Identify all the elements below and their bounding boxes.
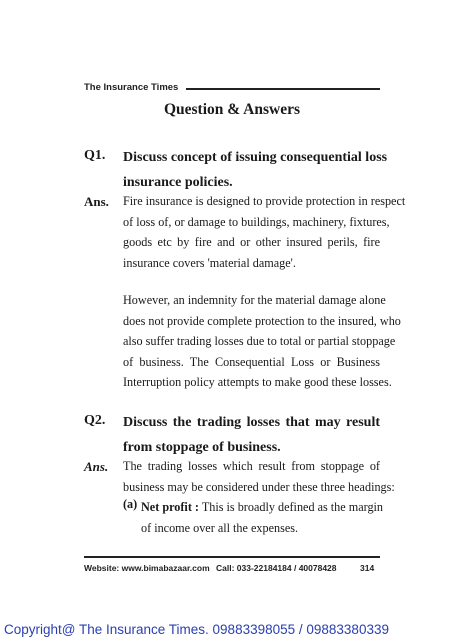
text-line: goods etc by fire and or other insured perils, fire — [123, 235, 380, 249]
footer-website: Website: www.bimabazaar.com — [84, 563, 210, 573]
q2-answer-label: Ans. — [84, 459, 109, 474]
text-line: does not provide complete protection to the insured, who — [123, 313, 401, 328]
text-line: of business. The Consequential Loss or Business — [123, 354, 380, 369]
list-item — [141, 497, 384, 538]
q1-question — [123, 145, 388, 195]
text-line: Fire insurance is designed to provide protection in respect — [123, 194, 406, 208]
page-number: 314 — [360, 563, 375, 573]
header-rule — [186, 88, 380, 90]
footer-rule — [84, 556, 380, 558]
list-item-line: of income over all the expenses. — [141, 520, 299, 535]
q1-question-line: insurance policies. — [123, 175, 233, 190]
list-item-marker: (a) — [123, 497, 138, 511]
text-line: also suffer trading losses due to total or partial stoppage — [123, 334, 396, 348]
q1-answer-paragraph-2 — [123, 290, 401, 393]
text-line: insurance covers 'material damage'. — [123, 255, 296, 270]
copyright-notice: Copyright@ The Insurance Times. 09883398055 / 09883380339 — [4, 622, 389, 637]
q1-answer-label: Ans. — [84, 194, 109, 209]
q1-answer-paragraph-1 — [123, 191, 406, 273]
q2-question-line: from stoppage of business. — [123, 440, 281, 455]
text-line: The trading losses which result from stoppage of — [123, 459, 380, 473]
text-line: Interruption policy attempts to make good these losses. — [123, 375, 392, 389]
q1-question-line: Discuss concept of issuing consequential loss — [123, 150, 388, 165]
section-title: Question & Answers — [163, 101, 301, 118]
text-line: of loss of, or damage to buildings, machinery, fixtures, — [123, 214, 390, 229]
q2-label: Q2. — [84, 413, 106, 428]
text-line: business may be considered under these three headings: — [123, 479, 395, 494]
q2-answer-paragraph — [123, 456, 395, 497]
q2-question — [123, 410, 380, 460]
text-line: However, an indemnity for the material damage alone — [123, 293, 386, 307]
list-item-term: Net profit : — [141, 500, 199, 514]
running-header-title: The Insurance Times — [84, 82, 179, 93]
footer-phone: Call: 033-22184184 / 40078428 — [216, 563, 337, 573]
q2-question-line: Discuss the trading losses that may result — [123, 415, 380, 430]
list-item-definition: This is broadly defined as the margin — [199, 500, 384, 514]
q1-label: Q1. — [84, 148, 106, 163]
list-item-line — [141, 497, 384, 518]
